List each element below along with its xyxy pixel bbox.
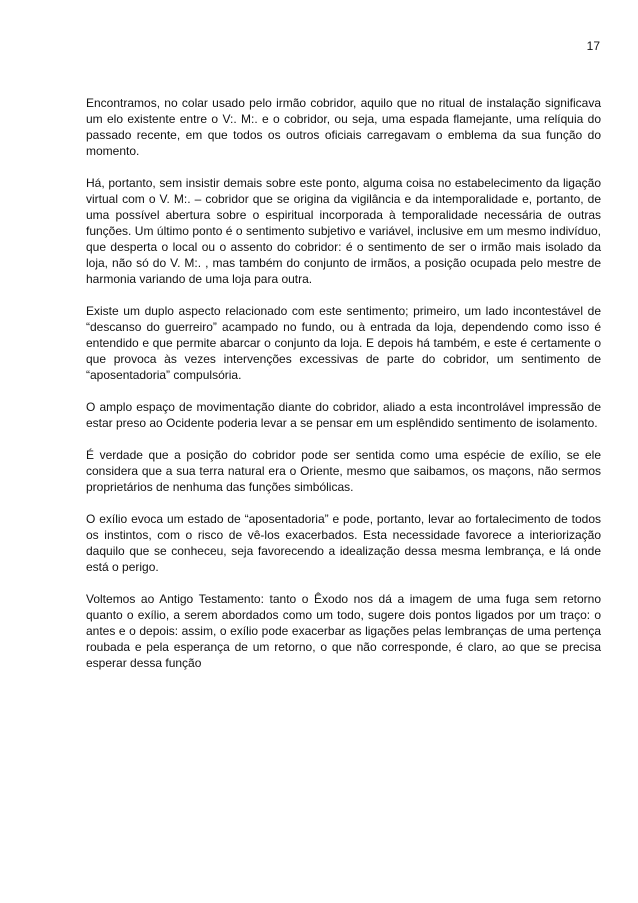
paragraph-1: Encontramos, no colar usado pelo irmão cobridor, aquilo que no ritual de instalação significava um elo existente entre o V:. M:. e o cobridor, ou seja, uma espada flamejante, uma relíquia do passado recente, em que todos os outros oficiais carregavam o emblema da sua função do momento. (86, 96, 601, 158)
paragraph-5: É verdade que a posição do cobridor pode ser sentida como uma espécie de exílio, se ele considera que a sua terra natural era o Oriente, mesmo que saibamos, os maçons, não sermos proprietários de nenhuma das funções simbólicas. (86, 448, 601, 494)
body-text (86, 95, 601, 687)
page-number: 17 (586, 39, 600, 53)
paragraph-4: O amplo espaço de movimentação diante do cobridor, aliado a esta incontrolável impressão de estar preso ao Ocidente poderia levar a se pensar em um esplêndido sentimento de isolamento. (86, 400, 601, 430)
paragraph-2: Há, portanto, sem insistir demais sobre este ponto, alguma coisa no estabelecimento da ligação virtual com o V. M:. – cobridor que se origina da vigilância e da intemporalidade e, portanto, de uma possível abertura sobre o espiritual incorporada à temporalidade necessária de outras funções. Um último ponto é o sentimento subjetivo e variável, inclusive em um mesmo indivíduo, que desperta o local ou o assento do cobridor: é o sentimento de ser o irmão mais isolado da loja, não só do V. M:. , mas também do conjunto de irmãos, a posição ocupada pelo mestre de harmonia variando de uma loja para outra. (86, 176, 601, 286)
paragraph-6: O exílio evoca um estado de “aposentadoria” e pode, portanto, levar ao fortalecimento de todos os instintos, com o risco de vê-los exacerbados. Esta necessidade favorece a interiorização daquilo que se conheceu, seja favorecendo a idealização dessa mesma lembrança, e lá onde está o perigo. (86, 512, 601, 574)
paragraph-7: Voltemos ao Antigo Testamento: tanto o Êxodo nos dá a imagem de uma fuga sem retorno quanto o exílio, a serem abordados como um todo, sugere dois pontos ligados por um traço: o antes e o depois: assim, o exílio pode exacerbar as ligações pelas lembranças de uma pertença roubada e pela esperança de um retorno, o que não corresponde, é claro, ao que se precisa esperar dessa função (86, 592, 601, 670)
paragraph-3: Existe um duplo aspecto relacionado com este sentimento; primeiro, um lado incontestável de “descanso do guerreiro” acampado no fundo, ou à entrada da loja, dependendo como isso é entendido e que permite abarcar o conjunto da loja. E depois há também, e este é certamente o que provoca às vezes intervenções excessivas de parte do cobridor, um sentimento de “aposentadoria” compulsória. (86, 304, 601, 382)
